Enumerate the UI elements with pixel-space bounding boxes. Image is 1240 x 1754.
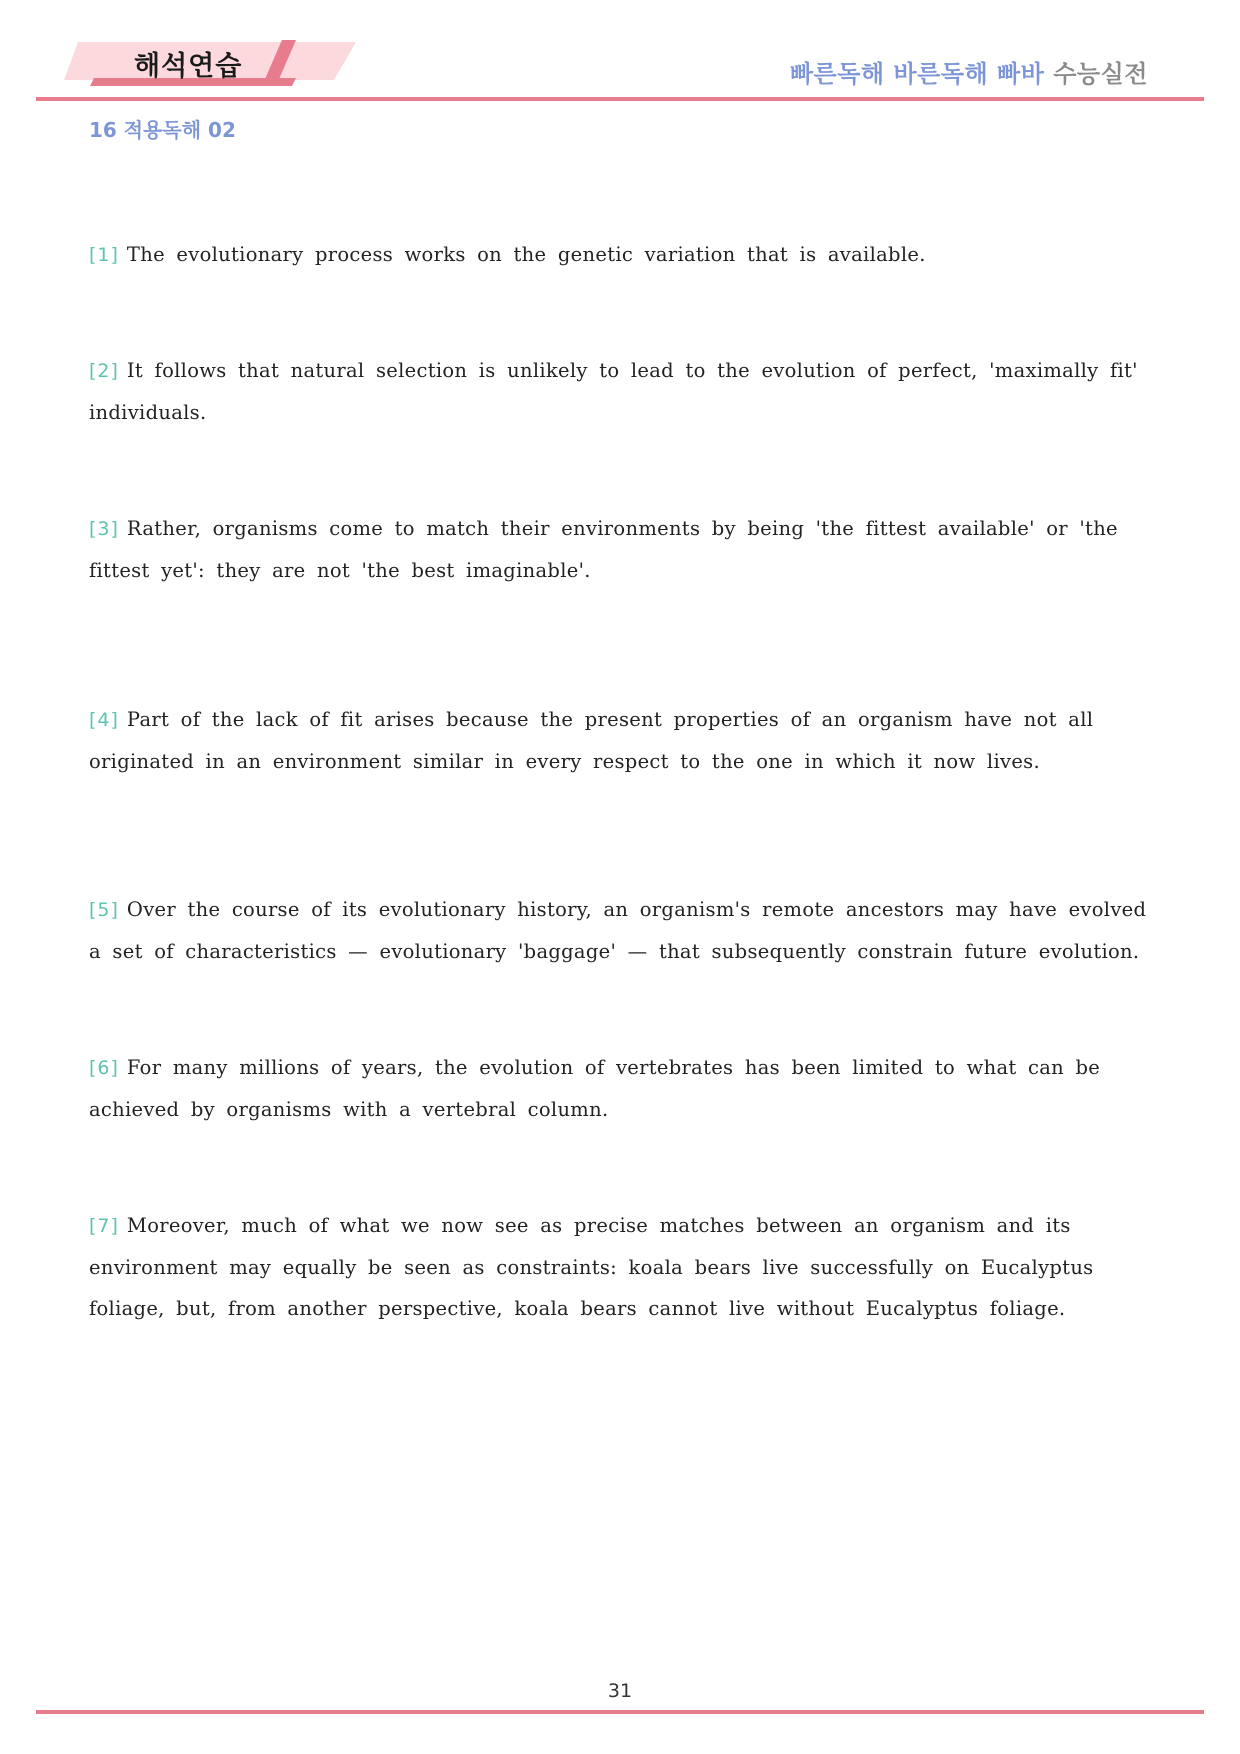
series-title: 빠른독해 바른독해 빠바 — [789, 60, 1045, 88]
sentence-1 — [89, 234, 1159, 276]
sentence-5 — [89, 889, 1159, 972]
sentence-text: Rather, organisms come to match their environments by being 'the fittest available' or 'the fittest yet': they are not 'the best imaginable'. — [89, 517, 1118, 582]
sentence-text: Moreover, much of what we now see as precise matches between an organism and its environment may equally be seen as constraints: koala bears live successfully on Eucalyptus foliage, but, from another perspective, koala bears cannot live without Eucalyptus foliage. — [89, 1214, 1094, 1320]
section-title: 16 적용독해 02 — [89, 118, 236, 142]
header-tab — [64, 40, 364, 86]
sentence-number: [6] — [89, 1057, 119, 1079]
sentence-2 — [89, 350, 1159, 433]
sentence-6 — [89, 1047, 1159, 1130]
sentence-4 — [89, 699, 1159, 782]
sentence-number: [2] — [89, 360, 119, 382]
header-divider — [36, 97, 1204, 101]
sentence-text: Part of the lack of fit arises because the present properties of an organism have not all originated in an environment similar in every respect to the one in which it now lives. — [89, 708, 1094, 773]
sentence-text: It follows that natural selection is unlikely to lead to the evolution of perfect, 'maximally fit' individuals. — [89, 359, 1138, 424]
sentence-7 — [89, 1205, 1159, 1329]
footer-divider — [36, 1710, 1204, 1714]
sentence-text: Over the course of its evolutionary history, an organism's remote ancestors may have evolved a set of characteristics — evolutionary 'baggage' — that subsequently constrain future evolution. — [89, 898, 1147, 963]
page-number: 31 — [607, 1680, 633, 1702]
sentence-text: The evolutionary process works on the genetic variation that is available. — [126, 243, 926, 266]
sentence-3 — [89, 508, 1159, 591]
sentence-number: [1] — [89, 244, 119, 266]
header-tab-label: 해석연습 — [134, 51, 243, 82]
sentence-number: [3] — [89, 518, 119, 540]
sentence-text: For many millions of years, the evolution of vertebrates has been limited to what can be achieved by organisms with a vertebral column. — [89, 1056, 1101, 1121]
sentence-number: [5] — [89, 899, 119, 921]
sentence-number: [4] — [89, 709, 119, 731]
series-subtitle: 수능실전 — [1053, 60, 1148, 88]
series-header — [790, 54, 1148, 89]
sentence-number: [7] — [89, 1215, 119, 1237]
